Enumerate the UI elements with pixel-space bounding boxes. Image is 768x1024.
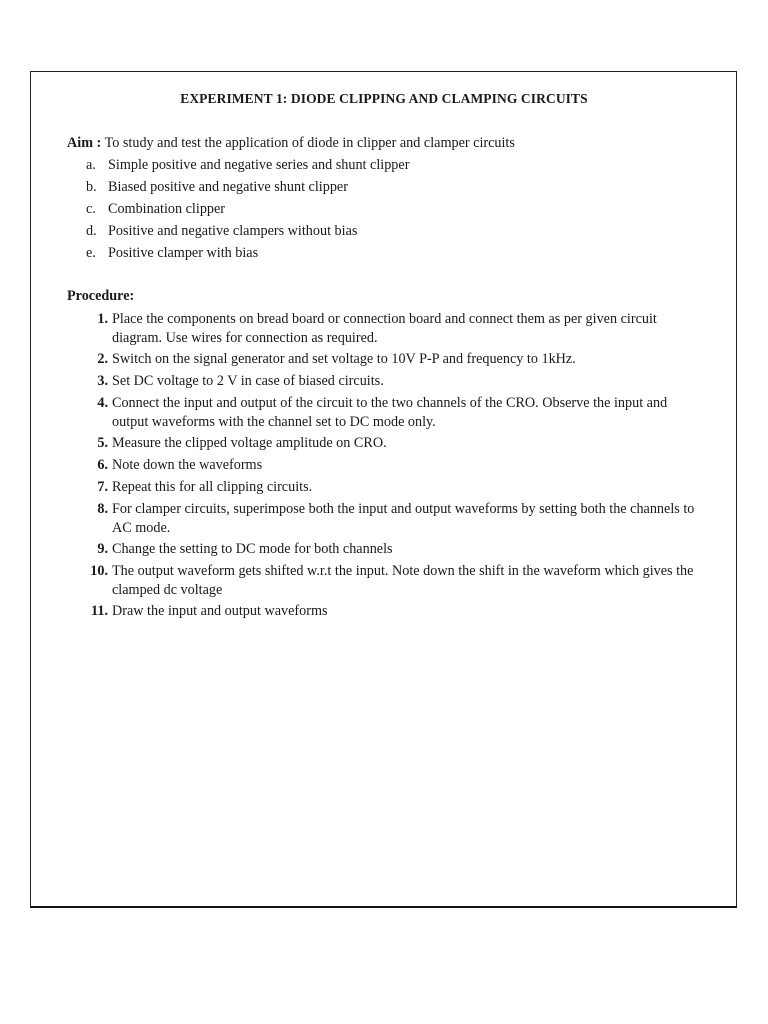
aim-item-letter: e. <box>86 245 96 261</box>
procedure-step <box>86 434 706 453</box>
step-text: Measure the clipped voltage amplitude on CRO. <box>112 435 387 451</box>
step-number: 7. <box>97 479 108 495</box>
step-text: For clamper circuits, superimpose both the input and output waveforms by setting both the channels to AC mode. <box>112 501 695 536</box>
procedure-step <box>86 394 706 432</box>
aim-item-text: Biased positive and negative shunt clipper <box>108 179 348 195</box>
step-text: Place the components on bread board or connection board and connect them as per given circuit diagram. Use wires for connection as required. <box>112 311 657 346</box>
aim-item-letter: b. <box>86 179 97 195</box>
procedure-step <box>86 602 706 621</box>
procedure-step <box>86 372 706 391</box>
procedure-step <box>86 540 706 559</box>
procedure-step <box>86 456 706 475</box>
step-text: Connect the input and output of the circuit to the two channels of the CRO. Observe the input and output waveforms with the channel set to DC mode only. <box>112 395 668 430</box>
step-number: 2. <box>97 351 108 367</box>
aim-list-item <box>86 245 258 262</box>
aim-item-letter: a. <box>86 157 96 173</box>
procedure-step <box>86 562 706 600</box>
aim-list-item <box>86 157 409 174</box>
step-text: Set DC voltage to 2 V in case of biased circuits. <box>112 373 384 389</box>
step-number: 10. <box>90 563 108 579</box>
aim-text: To study and test the application of diode in clipper and clamper circuits <box>104 135 515 151</box>
step-text: Repeat this for all clipping circuits. <box>112 479 313 495</box>
aim-list-item <box>86 179 348 196</box>
aim-item-text: Positive and negative clampers without bias <box>108 223 358 239</box>
step-number: 5. <box>97 435 108 451</box>
aim-list-item <box>86 201 225 218</box>
aim-item-text: Simple positive and negative series and shunt clipper <box>108 157 410 173</box>
step-number: 6. <box>97 457 108 473</box>
step-number: 8. <box>97 501 108 517</box>
step-number: 1. <box>97 311 108 327</box>
step-number: 4. <box>97 395 108 411</box>
procedure-heading: Procedure: <box>67 288 135 304</box>
aim-line <box>67 135 515 152</box>
aim-item-letter: d. <box>86 223 97 239</box>
page-title: EXPERIMENT 1: DIODE CLIPPING AND CLAMPING CIRCUITS <box>180 91 588 106</box>
step-number: 9. <box>97 541 108 557</box>
procedure-step <box>86 478 706 497</box>
step-text: Note down the waveforms <box>112 457 263 473</box>
procedure-step <box>86 350 706 369</box>
aim-item-text: Positive clamper with bias <box>108 245 259 261</box>
step-text: Draw the input and output waveforms <box>112 603 328 619</box>
step-text: Switch on the signal generator and set voltage to 10V P-P and frequency to 1kHz. <box>112 351 576 367</box>
procedure-step <box>86 500 706 538</box>
aim-item-text: Combination clipper <box>108 201 226 217</box>
step-text: The output waveform gets shifted w.r.t the input. Note down the shift in the waveform which gives the clamped dc voltage <box>112 563 694 598</box>
step-number: 3. <box>97 373 108 389</box>
aim-item-letter: c. <box>86 201 96 217</box>
step-number: 11. <box>91 603 108 619</box>
step-text: Change the setting to DC mode for both channels <box>112 541 393 557</box>
aim-list-item <box>86 223 357 240</box>
procedure-step <box>86 310 706 348</box>
aim-label: Aim : <box>67 135 102 151</box>
